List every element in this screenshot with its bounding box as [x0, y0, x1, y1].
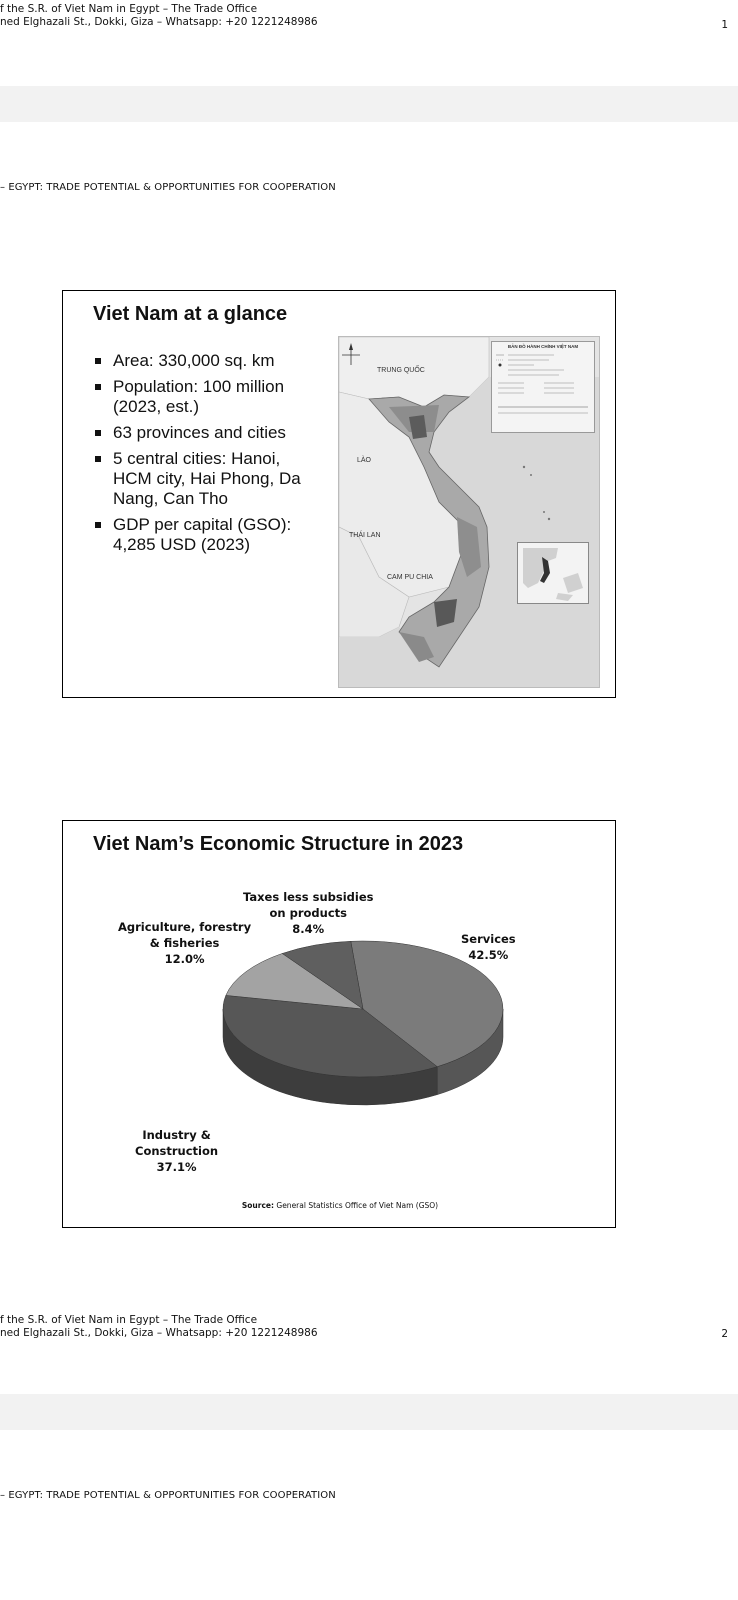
page-number: 1: [721, 19, 728, 31]
pie-label-taxes: [243, 889, 374, 937]
map-label-china: TRUNG QUỐC: [377, 367, 425, 374]
map-label-thailand: THÁI LAN: [349, 532, 381, 539]
pie-label-industry: [135, 1127, 218, 1175]
page-1-body: [0, 122, 738, 1394]
pie-label-industry-line1: Industry &: [142, 1128, 211, 1142]
fact-area: Area: 330,000 sq. km: [93, 351, 323, 371]
map-label-laos: LÀO: [357, 457, 372, 464]
page-1: [0, 0, 738, 86]
pie-label-services-line1: Services: [461, 932, 516, 946]
page-footer: [0, 1314, 318, 1340]
page-number-2: 2: [721, 1328, 728, 1340]
pie-label-agriculture-line2: & fisheries: [149, 936, 220, 950]
map-legend-title: BẢN ĐỒ HÀNH CHÍNH VIỆT NAM: [507, 344, 579, 349]
page-gap: [0, 1394, 738, 1430]
chart-source-text: General Statistics Office of Viet Nam (GSO): [274, 1201, 439, 1210]
pie-label-agriculture: [118, 919, 251, 967]
fact-provinces: 63 provinces and cities: [93, 423, 323, 443]
slide-viet-nam-at-a-glance: [62, 290, 616, 698]
document-subtitle: – EGYPT: TRADE POTENTIAL & OPPORTUNITIES FOR COOPERATION: [0, 182, 336, 193]
pie-value-taxes: 8.4%: [292, 922, 325, 936]
inset-graphic: [518, 543, 588, 603]
pie-value-services: 42.5%: [468, 948, 509, 962]
page-gap: [0, 86, 738, 122]
chart-source: [63, 1201, 617, 1210]
pie-label-agriculture-line1: Agriculture, forestry: [118, 920, 252, 934]
map-legend-lines: [494, 351, 592, 431]
fact-list: [93, 351, 323, 561]
header-line-2: ned Elghazali St., Dokki, Giza – Whatsapp: +20 1221248986: [0, 16, 318, 28]
footer-line-1: f the S.R. of Viet Nam in Egypt – The Trade Office: [0, 1314, 258, 1326]
slide-economic-structure: [62, 820, 616, 1228]
fact-gdp: GDP per capital (GSO): 4,285 USD (2023): [93, 515, 323, 555]
fact-population: Population: 100 million (2023, est.): [93, 377, 323, 417]
map-label-cambodia: CAM PU CHIA: [387, 574, 433, 581]
pie-label-taxes-line1: Taxes less subsidies: [243, 890, 374, 904]
chart-source-label: Source:: [241, 1201, 274, 1210]
vietnam-map: [338, 336, 600, 688]
pie-label-services: [461, 931, 516, 963]
pie-label-taxes-line2: on products: [269, 906, 347, 920]
pie-value-agriculture: 12.0%: [164, 952, 205, 966]
slide-title: Viet Nam’s Economic Structure in 2023: [93, 833, 464, 855]
footer-line-2: ned Elghazali St., Dokki, Giza – Whatsapp: +20 1221248986: [0, 1327, 318, 1339]
pie-value-industry: 37.1%: [156, 1160, 197, 1174]
document-subtitle-2: – EGYPT: TRADE POTENTIAL & OPPORTUNITIES FOR COOPERATION: [0, 1490, 336, 1501]
header-line-1: f the S.R. of Viet Nam in Egypt – The Trade Office: [0, 3, 258, 15]
fact-central-cities: 5 central cities: Hanoi, HCM city, Hai Phong, Da Nang, Can Tho: [93, 449, 323, 509]
slide-title: Viet Nam at a glance: [93, 303, 288, 325]
map-legend: [491, 341, 595, 433]
map-inset: [517, 542, 589, 604]
page-header: [0, 3, 318, 29]
pie-label-industry-line2: Construction: [135, 1144, 219, 1158]
page-2-body: [0, 1430, 738, 1600]
